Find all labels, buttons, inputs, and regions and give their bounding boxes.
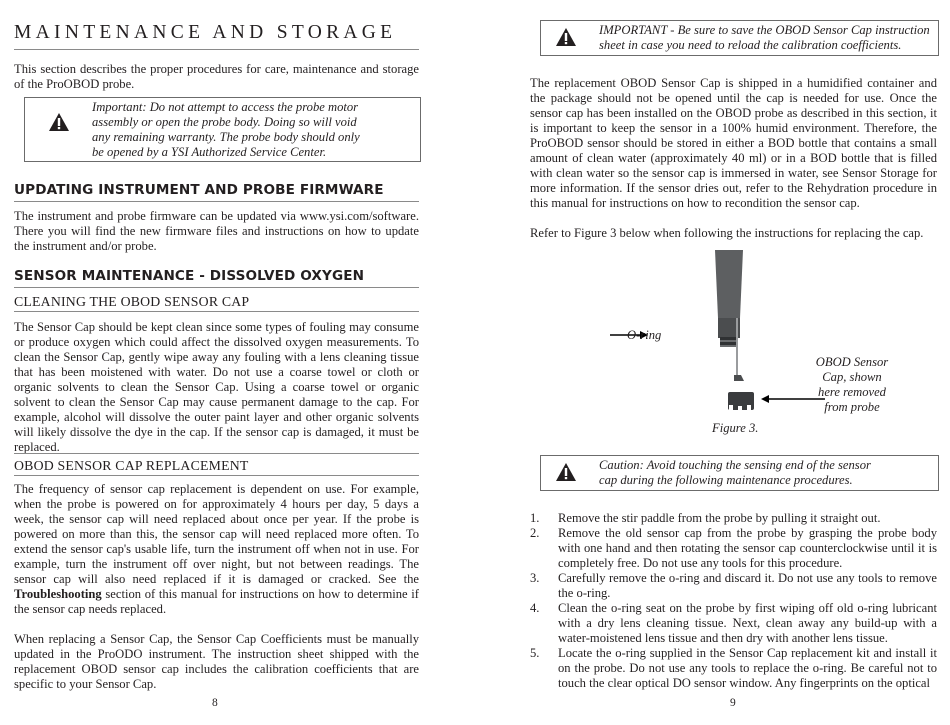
step-item: 3. Carefully remove the o-ring and discard it. Do not use any tools to remove the o-ring. <box>530 571 937 600</box>
storage-paragraph: The replacement OBOD Sensor Cap is shipped in a humidified container and the package should not be opened until the cap is needed for use. Once the sensor cap has been installed on the OBOD probe as described in this section, it is important to keep the sensor in a 100% humid environment. Therefore, the ProOBOD sensor should be stored in either a BOD bottle that contains a small amount of clean water (approximately 40 ml) or in a BOD bottle that is filled with clean water so the sensor cap is immersed in water, see Sensor Storage for more information. If the sensor dries out, refer to the Rehydration procedure in this manual for instructions on how to recondition the sensor cap. <box>530 76 937 210</box>
warning-triangle-icon <box>49 113 69 131</box>
troubleshooting-reference: Troubleshooting <box>14 587 102 601</box>
caution-notice-text: Caution: Avoid touching the sensing end of the sensor cap during the following maintenance procedures. <box>599 458 871 487</box>
firmware-heading: UPDATING INSTRUMENT AND PROBE FIRMWARE <box>14 182 419 202</box>
cleaning-heading: CLEANING THE OBOD SENSOR CAP <box>14 290 419 312</box>
cleaning-paragraph: The Sensor Cap should be kept clean since some types of fouling may consume or produce oxygen which could affect the dissolved oxygen measurements. To clean the Sensor Cap, gently wipe away any fouling with a lens cleaning tissue that has been moistened with water. Do not use a coarse towel or cloth or organic solvents to clean the Sensor Cap. Using a coarse towel or organic solvent to clean the Sensor Cap may cause permanent damage to the cap. For example, alcohol will dissolve the outer paint layer and other organic solvents will likely dissolve the dye in the cap. If the sensor cap is damaged, it must be replaced. <box>14 320 419 454</box>
sensor-maintenance-heading: SENSOR MAINTENANCE - DISSOLVED OXYGEN <box>14 268 419 288</box>
figure-reference: Refer to Figure 3 below when following the instructions for replacing the cap. <box>530 226 924 240</box>
warning-triangle-icon <box>556 28 576 46</box>
left-page <box>14 0 419 725</box>
caution-notice <box>540 455 939 491</box>
important-save-notice <box>540 20 939 56</box>
sensor-cap-label: OBOD Sensor Cap, shown here removed from probe <box>815 355 889 414</box>
step-item: 1. Remove the stir paddle from the probe by pulling it straight out. <box>530 511 881 525</box>
procedure-steps <box>530 511 937 691</box>
intro-paragraph: This section describes the proper procedures for care, maintenance and storage of the ProOBOD probe. <box>14 62 419 91</box>
figure-caption: Figure 3. <box>712 421 759 435</box>
page-title: MAINTENANCE AND STORAGE <box>14 22 419 50</box>
step-item: 2. Remove the old sensor cap from the probe by grasping the probe body with one hand and then rotating the sensor cap counterclockwise until it is completely free. Do not use any tools for this procedure. <box>530 526 937 570</box>
oring-label: O-ring <box>627 328 662 342</box>
coefficients-paragraph: When replacing a Sensor Cap, the Sensor Cap Coefficients must be manually updated in the ProODO instrument. The instruction sheet shipped with the replacement OBOD sensor cap includes the calibration coefficients that are specific to your Sensor Cap. <box>14 632 419 691</box>
important-notice <box>24 97 421 162</box>
step-item: 5. Locate the o-ring supplied in the Sensor Cap replacement kit and install it on the probe. Do not use any tools to replace the o-ring. Be careful not to touch the clear optical DO sensor window. Any fingerprints on the optical <box>530 646 937 690</box>
important-save-notice-text: IMPORTANT - Be sure to save the OBOD Sensor Cap instruction sheet in case you need to reload the calibration coefficients. <box>599 23 930 52</box>
important-notice-text: Important: Do not attempt to access the probe motor assembly or open the probe body. Doing so will void any remaining warranty. The probe body should only be opened by a YSI Authorized Service Center. <box>92 100 360 159</box>
page-number: 8 <box>212 697 218 709</box>
warning-triangle-icon <box>556 463 576 481</box>
replacement-paragraph: The frequency of sensor cap replacement is dependent on use. For example, when the probe is powered on for approximately 4 hours per day, 5 days a week, the sensor cap will need replaced about once per year. If the probe is powered on more than this, the sensor cap will need replaced more often. To extend the sensor cap's usable life, turn the instrument off when not in use. For example, turn the instrument off over night, but not between readings. The sensor cap will also need replaced if it is damaged or cracked. See the Troubleshooting section of this manual for instructions on how to determine if the sensor cap needs replaced. <box>14 482 419 616</box>
page-number: 9 <box>730 697 736 709</box>
firmware-paragraph: The instrument and probe firmware can be updated via www.ysi.com/software. There you will find the new firmware files and instructions on how to update the instrument and/or probe. <box>14 209 419 253</box>
right-page <box>530 0 937 725</box>
replacement-heading: OBOD SENSOR CAP REPLACEMENT <box>14 453 419 476</box>
step-item: 4. Clean the o-ring seat on the probe by first wiping off old o-ring lubricant with a dry lens cleaning tissue. Next, clean away any build-up with a water-moistened lens tissue and then dry with another lens tissue. <box>530 601 937 645</box>
